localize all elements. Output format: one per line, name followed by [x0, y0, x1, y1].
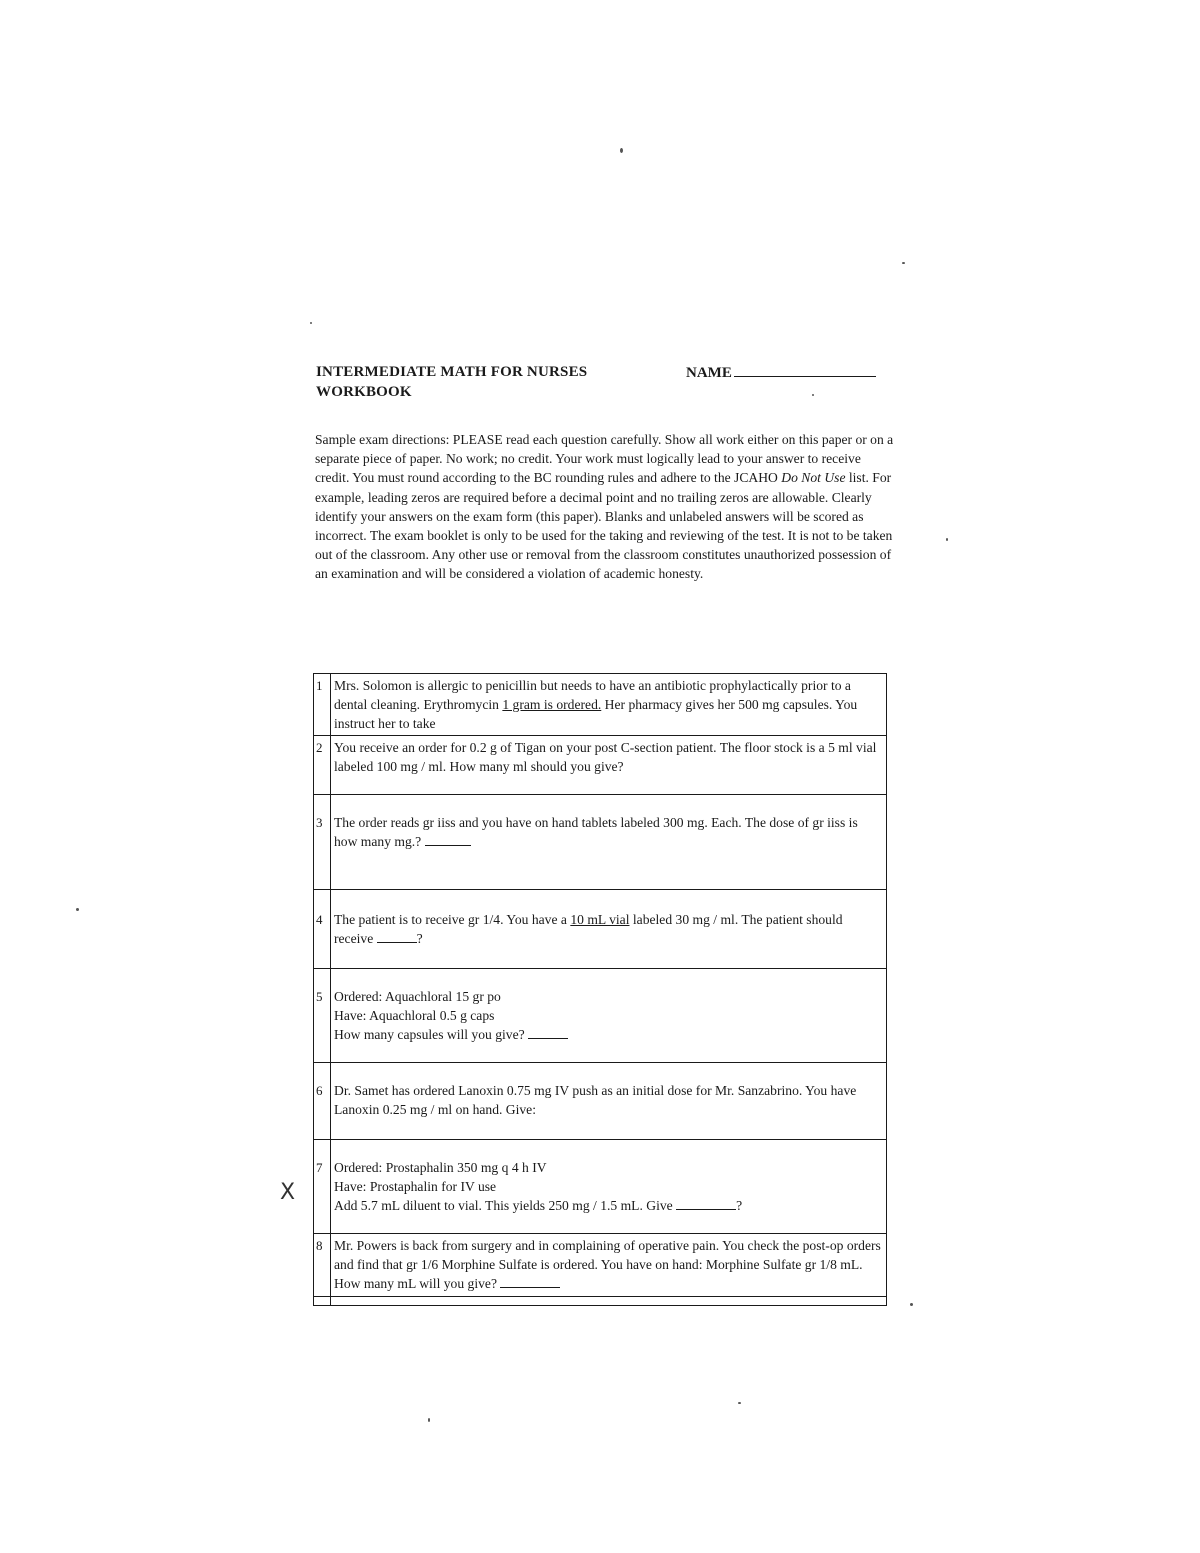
question-row [314, 1063, 887, 1140]
question-number: 4 [314, 890, 331, 969]
question-text: The patient is to receive gr 1/4. You have a 10 mL vial labeled 30 mg / ml. The patient should receive ? [331, 890, 887, 969]
question-text: Mrs. Solomon is allergic to penicillin but needs to have an antibiotic prophylactically prior to a dental cleaning. Erythromycin 1 gram is ordered. Her pharmacy gives her 500 mg capsules. You instruct her to take [331, 674, 887, 736]
question-number: 3 [314, 795, 331, 890]
title-line-1: INTERMEDIATE MATH FOR NURSES [316, 364, 588, 380]
question-number: 1 [314, 674, 331, 736]
question-row [314, 890, 887, 969]
empty-row [314, 1297, 887, 1306]
scan-speck [310, 322, 312, 324]
question-row [314, 1140, 887, 1234]
question-text: Ordered: Aquachloral 15 gr po Have: Aquachloral 0.5 g caps How many capsules will you give? [331, 969, 887, 1063]
name-label: NAME [686, 365, 732, 381]
question-row [314, 969, 887, 1063]
directions-text-1: Sample exam directions: PLEASE read each question carefully. Show all work either on this paper or on a separate piece of paper. No work; no credit. Your work must logically lead to your answer to receive credit. You must round according to the BC rounding rules and adhere to the JCAHO [315, 432, 894, 486]
scan-speck [946, 538, 948, 541]
question-text: Ordered: Prostaphalin 350 mg q 4 h IV Have: Prostaphalin for IV use Add 5.7 mL diluent to vial. This yields 250 mg / 1.5 mL. Give ? [331, 1140, 887, 1234]
handwritten-x-mark: X [280, 1180, 296, 1205]
answer-blank[interactable] [377, 929, 417, 943]
name-blank[interactable] [734, 362, 876, 377]
scan-speck [76, 908, 79, 911]
answer-blank[interactable] [676, 1196, 736, 1210]
exam-directions [315, 430, 895, 584]
question-number: 6 [314, 1063, 331, 1140]
question-number: 5 [314, 969, 331, 1063]
question-row [314, 1234, 887, 1297]
question-text: The order reads gr iiss and you have on hand tablets labeled 300 mg. Each. The dose of gr iiss is how many mg.? [331, 795, 887, 890]
scan-speck [910, 1303, 913, 1306]
question-text: You receive an order for 0.2 g of Tigan on your post C-section patient. The floor stock is a 5 ml vial labeled 100 mg / ml. How many ml should you give? [331, 736, 887, 795]
answer-blank[interactable] [528, 1025, 568, 1039]
title-line-2: WORKBOOK [316, 384, 412, 400]
question-number: 8 [314, 1234, 331, 1297]
scan-speck [902, 262, 905, 264]
do-not-use-italic: Do Not Use [781, 470, 846, 486]
answer-blank[interactable] [500, 1274, 560, 1288]
question-text: Dr. Samet has ordered Lanoxin 0.75 mg IV push as an initial dose for Mr. Sanzabrino. You have Lanoxin 0.25 mg / ml on hand. Give: [331, 1063, 887, 1140]
question-number: 7 [314, 1140, 331, 1234]
directions-text-2: list. For example, leading zeros are required before a decimal point and no trailing zeros are allowable. Clearly identify your answers on the exam form (this paper). Blanks and unlabeled answers will be scored as incorrect. The exam booklet is only to be used for the taking and reviewing of the test. It is not to be taken out of the classroom. Any other use or removal from the classroom constitutes unauthorized possession of an examination and will be considered a violation of academic honesty. [315, 470, 893, 582]
question-text: Mr. Powers is back from surgery and in complaining of operative pain. You check the post-op orders and find that gr 1/6 Morphine Sulfate is ordered. You have on hand: Morphine Sulfate gr 1/8 mL. How many mL will you give? [331, 1234, 887, 1297]
answer-blank[interactable] [425, 832, 471, 846]
scan-speck [812, 394, 814, 396]
questions-table [313, 673, 887, 1306]
name-field[interactable] [686, 362, 876, 383]
question-row [314, 795, 887, 890]
question-number: 2 [314, 736, 331, 795]
question-row [314, 736, 887, 795]
scan-speck [428, 1418, 430, 1422]
scan-speck [620, 148, 623, 153]
question-row [314, 674, 887, 736]
workbook-title [316, 362, 587, 402]
scan-speck [738, 1402, 741, 1404]
